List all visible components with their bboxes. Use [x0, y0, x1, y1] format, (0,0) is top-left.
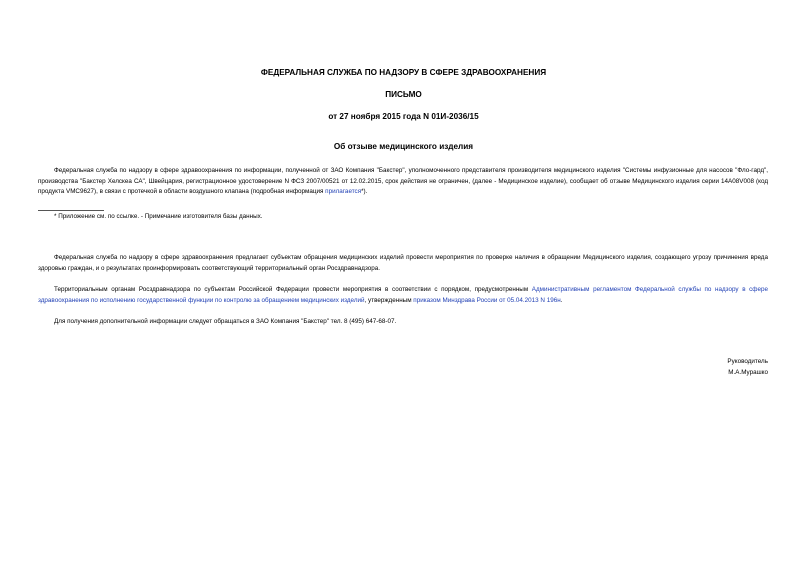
paragraph-contact-info: Для получения дополнительной информации следует обращаться в ЗАО Компания "Бакстер" тел. 8 (495) 647-68-07.	[54, 318, 397, 325]
footnote-divider	[38, 210, 104, 211]
document-type: ПИСЬМО	[385, 90, 422, 99]
document-subject: Об отзыве медицинского изделия	[333, 142, 474, 151]
paragraph-text: Территориальным органам Росздравнадзора по субъектам Российской Федерации провести мероприятия в соответствии с порядком, предусмотренным	[54, 286, 532, 293]
paragraph-text: Федеральная служба по надзору в сфере здравоохранения по информации, полученной от ЗАО Компания "Бакстер", уполномоченного представителя производителя медицинского изделия "Системы инфузионные для насосов "Фло-гард", производства "Бакстер Хелскеа СА", Швейцария, регистрационное удостоверение N ФСЗ 2007/00521 от 12.02.2015, срок действия не ограничен, (далее - Медицинское изделие), сообщает об отзыве Медицинского изделия серии 14А08V008 (код продукта VMC9627), в связи с протечкой в области воздушного клапана (подробная информация	[38, 167, 768, 196]
paragraph-text-tail: *).	[361, 188, 368, 196]
agency-title: ФЕДЕРАЛЬНАЯ СЛУЖБА ПО НАДЗОРУ В СФЕРЕ ЗДРАВООХРАНЕНИЯ	[260, 68, 547, 77]
paragraph-recall-notice	[38, 166, 768, 198]
regulation-link[interactable]: Административным регламентом Федеральной службы по надзору в сфере здравоохранения по исполнению государственной функции по контролю за обращением медицинских изделий	[38, 286, 768, 304]
footnote: * Приложение см. по ссылке. - Примечание изготовителя базы данных.	[54, 213, 263, 220]
paragraph-text-end: .	[560, 296, 563, 304]
paragraph-subjects-instruction: Федеральная служба по надзору в сфере здравоохранения предлагает субъектам обращения медицинских изделий провести мероприятия по проверке наличия в обращении Медицинского изделия, создающего угрозу причинения вреда здоровью граждан, и о результатах проинформировать соответствующий территориальный орган Росздравнадзора.	[38, 254, 768, 272]
signature-block	[727, 357, 768, 378]
paragraph-territorial-organs	[38, 285, 768, 306]
signature-role: Руководитель	[727, 358, 768, 365]
attachment-link[interactable]: прилагается	[325, 188, 362, 196]
order-link[interactable]: приказом Минздрава России от 05.04.2013 N 196н	[413, 296, 561, 304]
signature-name: М.А.Мурашко	[728, 368, 768, 376]
paragraph-text-mid: , утвержденным	[364, 296, 414, 304]
document-date-number: от 27 ноября 2015 года N 01И-2036/15	[328, 112, 479, 121]
